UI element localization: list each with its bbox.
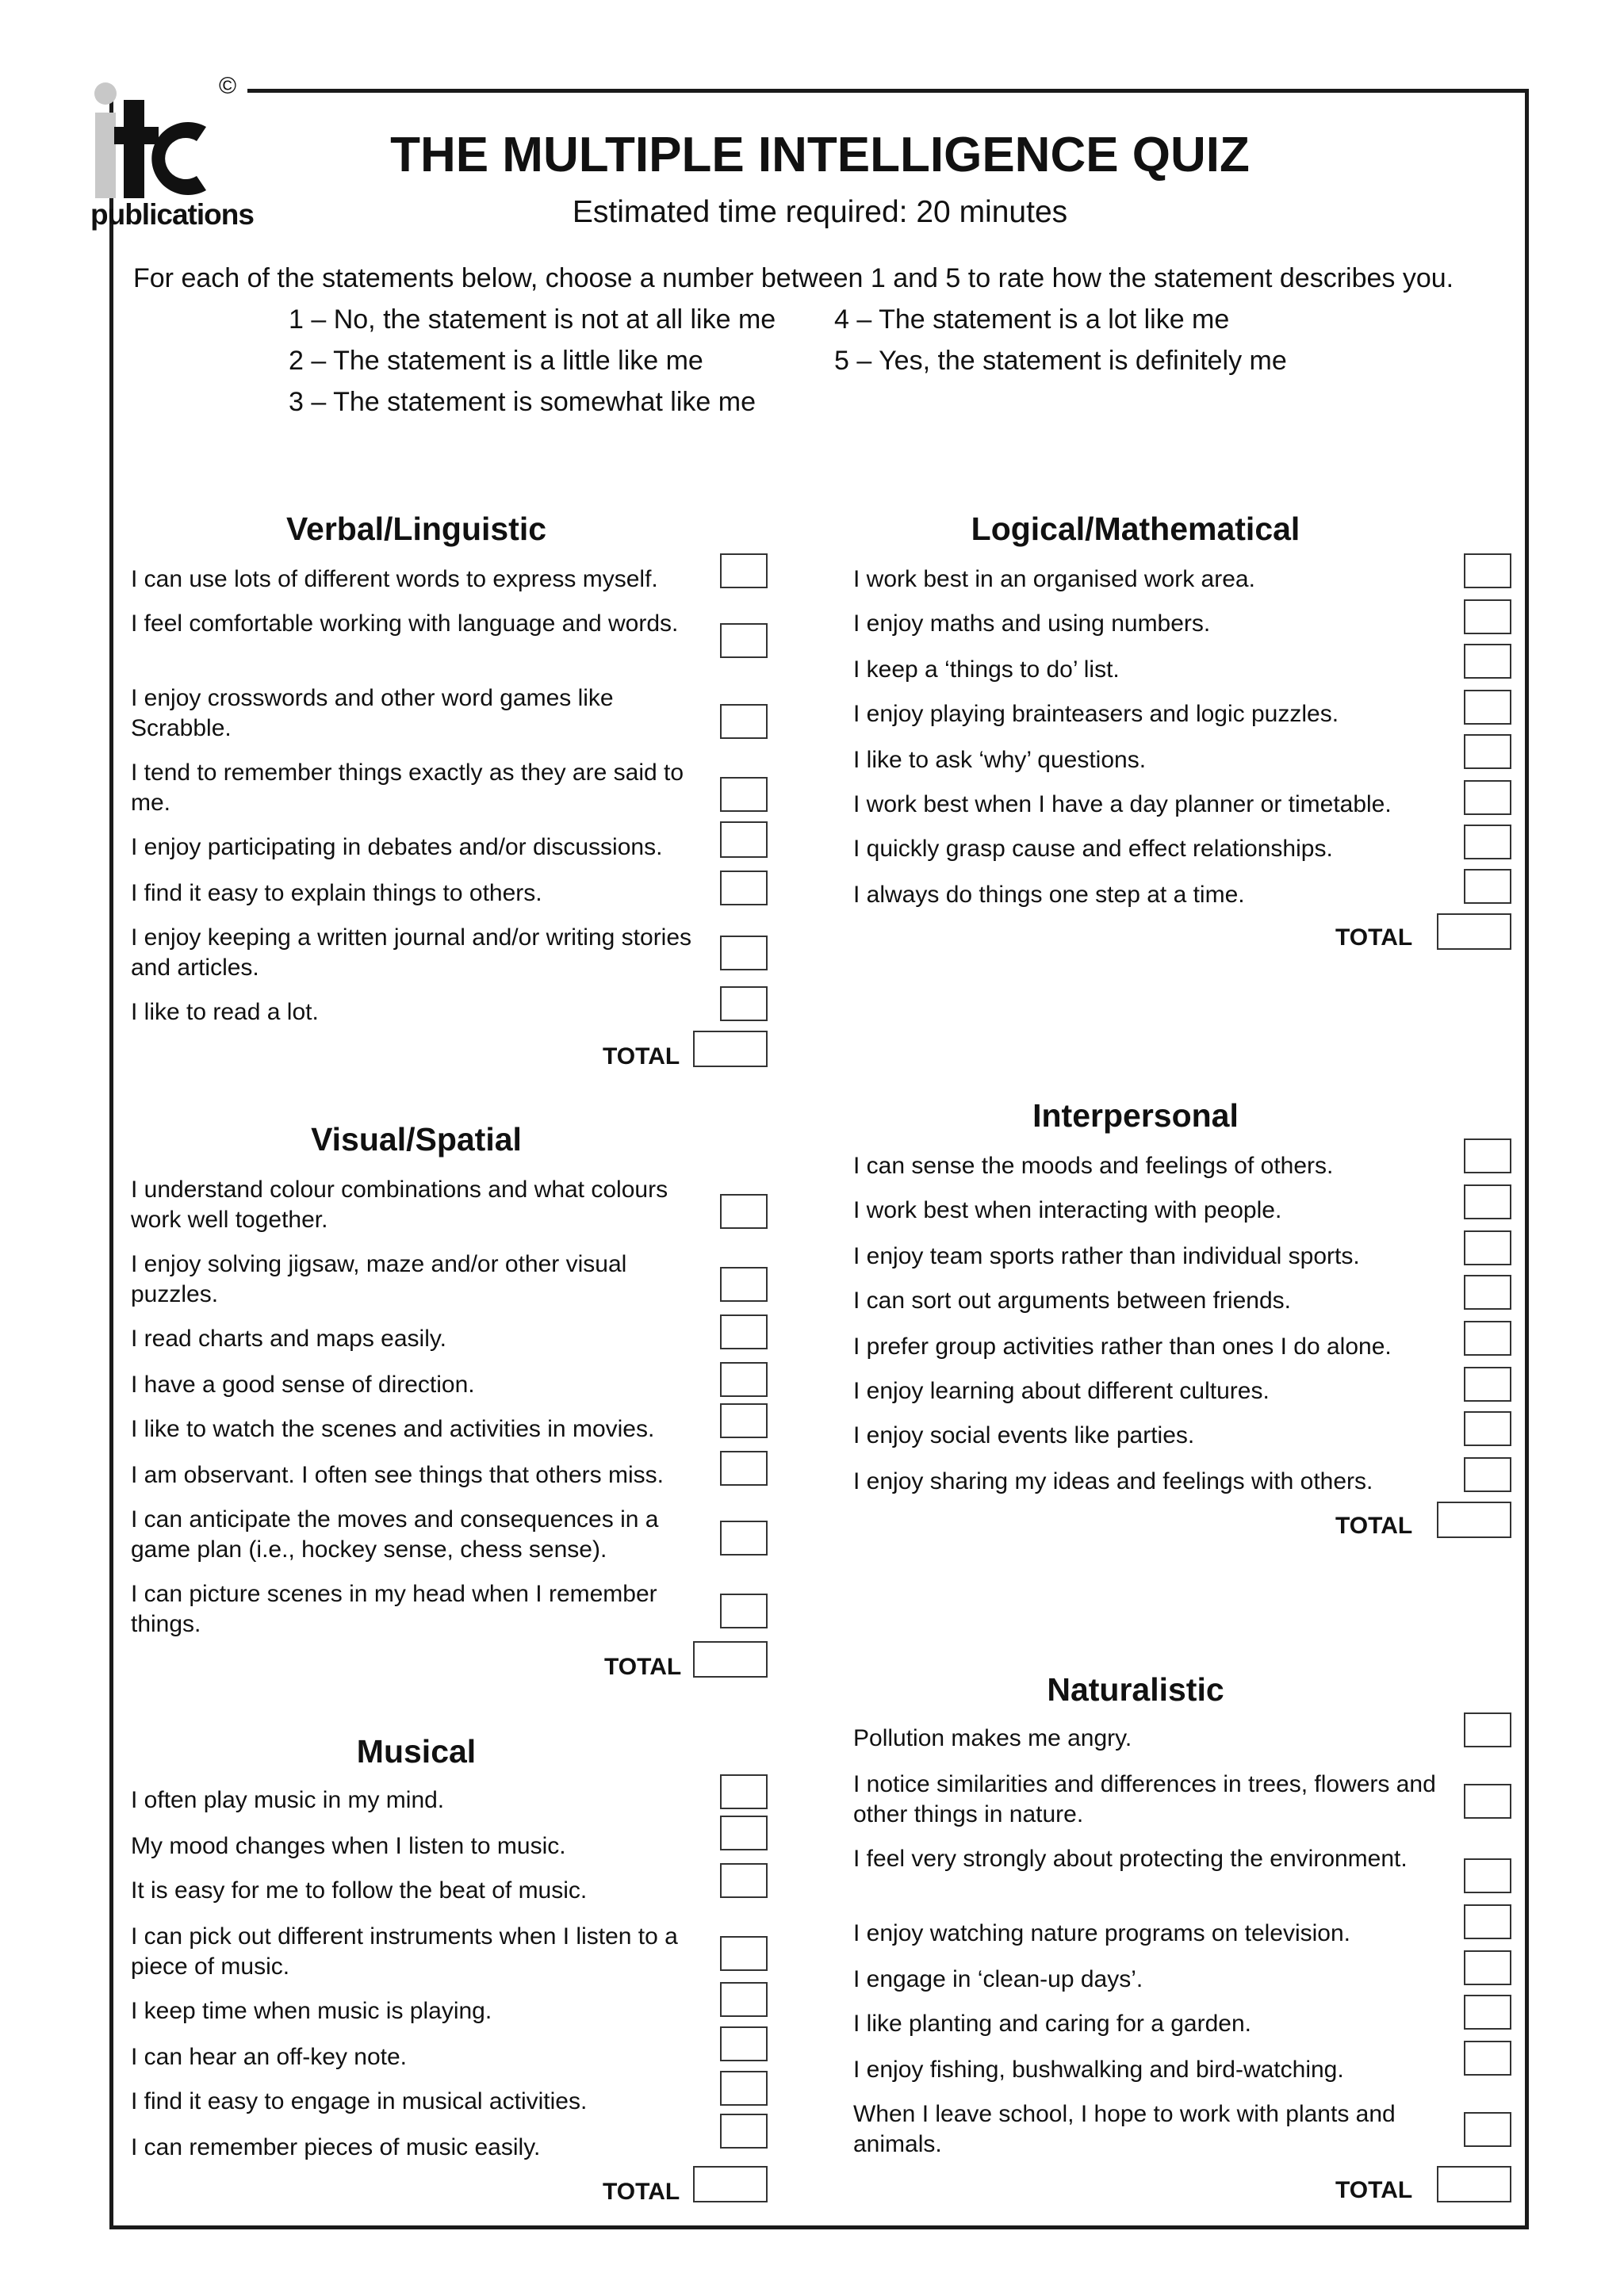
musical-total-label: TOTAL [603, 2179, 680, 2205]
verbal-answer-box-3[interactable] [720, 704, 768, 739]
visual-item-2: I enjoy solving jigsaw, maze and/or other visual puzzles. [131, 1251, 627, 1307]
logical-item-6: I work best when I have a day planner or timetable. [853, 791, 1392, 817]
musical-answer-box-5[interactable] [720, 1982, 768, 2017]
logo-publications-text: publications [90, 198, 254, 231]
visual-answer-box-1[interactable] [720, 1194, 768, 1229]
interpersonal-item-4: I can sort out arguments between friends. [853, 1288, 1291, 1314]
verbal-answer-box-8[interactable] [720, 986, 768, 1021]
visual-total-label: TOTAL [604, 1654, 682, 1680]
interpersonal-item-8: I enjoy sharing my ideas and feelings with others. [853, 1468, 1373, 1494]
musical-item-7: I find it easy to engage in musical activities. [131, 2088, 588, 2114]
verbal-answer-box-4[interactable] [720, 777, 768, 812]
logical-answer-box-4[interactable] [1464, 690, 1511, 725]
section-title-logical: Logical/Mathematical [971, 511, 1300, 547]
naturalistic-answer-box-3[interactable] [1464, 1858, 1511, 1893]
scale-4: 4 – The statement is a lot like me [834, 304, 1230, 335]
logical-item-2: I enjoy maths and using numbers. [853, 610, 1211, 637]
interpersonal-answer-box-2[interactable] [1464, 1184, 1511, 1219]
naturalistic-item-8: When I leave school, I hope to work with plants and animals. [853, 2101, 1396, 2157]
interpersonal-total-box[interactable] [1437, 1502, 1511, 1538]
scale-1: 1 – No, the statement is not at all like me [289, 304, 776, 335]
logical-answer-box-8[interactable] [1464, 869, 1511, 904]
visual-answer-box-8[interactable] [720, 1594, 768, 1628]
musical-item-8: I can remember pieces of music easily. [131, 2134, 541, 2160]
section-title-interpersonal: Interpersonal [1032, 1097, 1239, 1134]
interpersonal-item-1: I can sense the moods and feelings of others. [853, 1153, 1334, 1179]
naturalistic-total-box[interactable] [1437, 2166, 1511, 2202]
naturalistic-answer-box-4[interactable] [1464, 1904, 1511, 1939]
naturalistic-item-3: I feel very strongly about protecting the environment. [853, 1846, 1408, 1872]
verbal-total-label: TOTAL [603, 1043, 680, 1070]
interpersonal-answer-box-6[interactable] [1464, 1367, 1511, 1402]
visual-item-1: I understand colour combinations and what colours work well together. [131, 1177, 668, 1233]
visual-item-6: I am observant. I often see things that others miss. [131, 1462, 664, 1488]
interpersonal-answer-box-7[interactable] [1464, 1411, 1511, 1446]
interpersonal-item-3: I enjoy team sports rather than individual sports. [853, 1243, 1360, 1269]
logical-item-8: I always do things one step at a time. [853, 882, 1245, 908]
interpersonal-answer-box-4[interactable] [1464, 1275, 1511, 1310]
verbal-item-6: I find it easy to explain things to others. [131, 880, 542, 906]
estimated-time: Estimated time required: 20 minutes [572, 195, 1068, 229]
naturalistic-answer-box-5[interactable] [1464, 1950, 1511, 1985]
verbal-answer-box-1[interactable] [720, 553, 768, 588]
interpersonal-answer-box-5[interactable] [1464, 1321, 1511, 1356]
visual-item-3: I read charts and maps easily. [131, 1326, 446, 1352]
section-title-visual: Visual/Spatial [311, 1121, 522, 1158]
logical-item-5: I like to ask ‘why’ questions. [853, 747, 1147, 773]
naturalistic-answer-box-1[interactable] [1464, 1712, 1511, 1747]
interpersonal-answer-box-8[interactable] [1464, 1457, 1511, 1492]
visual-item-5: I like to watch the scenes and activities in movies. [131, 1416, 655, 1442]
page-title: THE MULTIPLE INTELLIGENCE QUIZ [390, 128, 1250, 182]
naturalistic-item-5: I engage in ‘clean-up days’. [853, 1966, 1143, 1992]
naturalistic-answer-box-8[interactable] [1464, 2112, 1511, 2147]
musical-answer-box-2[interactable] [720, 1816, 768, 1850]
verbal-answer-box-5[interactable] [720, 821, 768, 858]
naturalistic-answer-box-7[interactable] [1464, 2041, 1511, 2076]
page-border-top [247, 89, 1529, 93]
musical-item-2: My mood changes when I listen to music. [131, 1833, 566, 1859]
visual-answer-box-3[interactable] [720, 1314, 768, 1349]
musical-answer-box-3[interactable] [720, 1863, 768, 1898]
visual-item-7: I can anticipate the moves and consequences in a game plan (i.e., hockey sense, chess sense). [131, 1506, 659, 1563]
interpersonal-item-5: I prefer group activities rather than ones I do alone. [853, 1334, 1392, 1360]
logical-item-3: I keep a ‘things to do’ list. [853, 656, 1120, 683]
logical-item-1: I work best in an organised work area. [853, 566, 1255, 592]
instructions: For each of the statements below, choose a number between 1 and 5 to rate how the statement describes you. [133, 263, 1454, 293]
interpersonal-item-7: I enjoy social events like parties. [853, 1422, 1195, 1448]
interpersonal-item-2: I work best when interacting with people. [853, 1197, 1282, 1223]
naturalistic-total-label: TOTAL [1335, 2177, 1413, 2203]
logical-answer-box-1[interactable] [1464, 553, 1511, 588]
visual-answer-box-7[interactable] [720, 1521, 768, 1556]
interpersonal-item-6: I enjoy learning about different cultures. [853, 1378, 1270, 1404]
musical-item-5: I keep time when music is playing. [131, 1998, 492, 2024]
logical-item-7: I quickly grasp cause and effect relationships. [853, 836, 1333, 862]
musical-item-1: I often play music in my mind. [131, 1787, 445, 1813]
musical-answer-box-7[interactable] [720, 2071, 768, 2106]
scale-2: 2 – The statement is a little like me [289, 346, 703, 376]
visual-answer-box-5[interactable] [720, 1403, 768, 1438]
naturalistic-answer-box-2[interactable] [1464, 1784, 1511, 1819]
verbal-item-1: I can use lots of different words to express myself. [131, 566, 658, 592]
copyright-symbol: © [219, 73, 237, 99]
logical-answer-box-6[interactable] [1464, 780, 1511, 815]
visual-item-8: I can picture scenes in my head when I remember things. [131, 1581, 657, 1637]
logical-item-4: I enjoy playing brainteasers and logic puzzles. [853, 701, 1339, 727]
musical-answer-box-8[interactable] [720, 2114, 768, 2149]
scale-5: 5 – Yes, the statement is definitely me [834, 346, 1287, 376]
section-title-naturalistic: Naturalistic [1047, 1671, 1224, 1708]
musical-answer-box-1[interactable] [720, 1774, 768, 1809]
interpersonal-answer-box-1[interactable] [1464, 1138, 1511, 1173]
musical-item-3: It is easy for me to follow the beat of music. [131, 1877, 588, 1904]
naturalistic-item-2: I notice similarities and differences in trees, flowers and other things in nature. [853, 1771, 1436, 1827]
logical-answer-box-3[interactable] [1464, 644, 1511, 679]
verbal-item-7: I enjoy keeping a written journal and/or writing stories and articles. [131, 924, 692, 981]
verbal-item-4: I tend to remember things exactly as they are said to me. [131, 760, 684, 816]
visual-total-box[interactable] [693, 1641, 768, 1678]
verbal-total-box[interactable] [693, 1031, 768, 1067]
verbal-item-2: I feel comfortable working with language and words. [131, 610, 679, 637]
musical-total-box[interactable] [693, 2166, 768, 2202]
logical-total-box[interactable] [1437, 913, 1511, 950]
musical-answer-box-6[interactable] [720, 2026, 768, 2061]
section-title-verbal: Verbal/Linguistic [285, 511, 547, 547]
visual-answer-box-4[interactable] [720, 1362, 768, 1397]
musical-answer-box-4[interactable] [720, 1936, 768, 1971]
logical-total-label: TOTAL [1335, 924, 1413, 951]
naturalistic-answer-box-6[interactable] [1464, 1995, 1511, 2030]
musical-item-6: I can hear an off-key note. [131, 2044, 408, 2070]
verbal-answer-box-6[interactable] [720, 871, 768, 905]
verbal-answer-box-7[interactable] [720, 936, 768, 970]
verbal-item-8: I like to read a lot. [131, 999, 319, 1025]
interpersonal-total-label: TOTAL [1335, 1513, 1413, 1539]
verbal-item-3: I enjoy crosswords and other word games like Scrabble. [131, 685, 614, 741]
verbal-answer-box-2[interactable] [720, 623, 768, 658]
logical-answer-box-5[interactable] [1464, 734, 1511, 769]
visual-answer-box-2[interactable] [720, 1267, 768, 1302]
naturalistic-item-7: I enjoy fishing, bushwalking and bird-watching. [853, 2057, 1344, 2083]
logical-answer-box-2[interactable] [1464, 599, 1511, 634]
scale-3: 3 – The statement is somewhat like me [289, 387, 756, 417]
interpersonal-answer-box-3[interactable] [1464, 1230, 1511, 1265]
musical-item-4: I can pick out different instruments when I listen to a piece of music. [131, 1923, 678, 1980]
visual-answer-box-6[interactable] [720, 1451, 768, 1486]
naturalistic-item-4: I enjoy watching nature programs on television. [853, 1920, 1351, 1946]
visual-item-4: I have a good sense of direction. [131, 1372, 475, 1398]
logical-answer-box-7[interactable] [1464, 825, 1511, 859]
section-title-musical: Musical [356, 1733, 477, 1770]
verbal-item-5: I enjoy participating in debates and/or discussions. [131, 834, 663, 860]
naturalistic-item-6: I like planting and caring for a garden. [853, 2011, 1251, 2037]
naturalistic-item-1: Pollution makes me angry. [853, 1725, 1132, 1751]
